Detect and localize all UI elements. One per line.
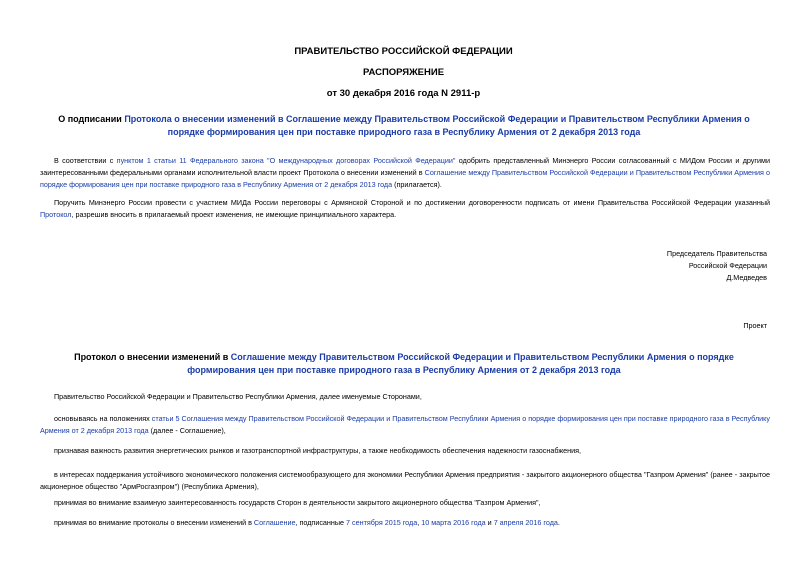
title-prefix: О подписании (58, 114, 125, 124)
protocol-paragraph-6 (40, 517, 770, 529)
signature-block (567, 248, 767, 284)
date-link-3[interactable]: 7 апреля 2016 года (493, 518, 558, 527)
protocol-paragraph-2 (40, 413, 770, 437)
protocol-title-link[interactable]: Соглашение между Правительством Российской Федерации и Правительством Республики Армения о порядке формирования цен при поставке природного газа в Республику Армения от 2 декабря 2013 года (187, 352, 734, 375)
agreement-link[interactable]: Соглашение между Правительством Российской Федерации и Правительством Республики Армения о порядке формирования цен при поставке природного газа в Республику Армения от 2 декабря 2013 года (40, 168, 770, 189)
title-link[interactable]: Протокола о внесении изменений в Соглашение между Правительством Российской Федерации и Правительством Республики Армения о порядке формирования цен при поставке природного газа в Республику Армения от 2 декабря 2013 года (124, 114, 750, 137)
article-5-link[interactable]: статьи 5 Соглашения между Правительством Российской Федерации и Правительством Республики Армения о порядке формирования цен при поставке природного газа в Республику Армения от 2 декабря 2013 года (40, 414, 770, 435)
signature-name: Д.Медведев (726, 273, 767, 282)
p1-text-2: одобрить представленный Минэнерго России согласованный с МИДом России и другими заинтересованными федеральными органами исполнительной власти проект Протокола о внесении изменений в (40, 156, 770, 177)
law-link[interactable]: пунктом 1 статьи 11 Федерального закона "О международных договорах Российской Федерации" (116, 156, 456, 165)
document-title (40, 113, 768, 139)
q2-text-2: (далее - Соглашение), (148, 426, 226, 435)
protocol-paragraph-5 (40, 497, 770, 509)
date-link-2[interactable]: 10 марта 2016 года (421, 518, 486, 527)
government-heading: ПРАВИТЕЛЬСТВО РОССИЙСКОЙ ФЕДЕРАЦИИ (294, 46, 513, 57)
paragraph-2 (40, 197, 770, 221)
protocol-paragraph-4 (40, 469, 770, 493)
protocol-paragraph-3 (40, 445, 770, 457)
q3-text: признавая важность развития энергетических рынков и газотранспортной инфраструктуры, а также необходимость обеспечения надежности газоснабжения, (54, 446, 582, 455)
paragraph-1 (40, 155, 770, 191)
q5-text: принимая во внимание взаимную заинтересованность государств Сторон в деятельности закрытого акционерного общества "Газпром Армения", (54, 498, 541, 507)
q6-text-2: , подписанные (295, 518, 347, 527)
q4-text: в интересах поддержания устойчивого экономического положения системообразующего для экономики Республики Армения предприятия - закрытого акционерного общества "Газпром Армения" (ранее - закрытое акционерное общество "АрмРосгазпром") (Республика Армения), (40, 470, 770, 491)
protocol-paragraph-1 (40, 391, 770, 403)
p2-text-1: Поручить Минэнерго России провести с участием МИДа России переговоры с Армянской Стороной и по достижении договоренности подписать от имени Правительства Российской Федерации указанный (54, 198, 770, 207)
agreement-short-link[interactable]: Соглашение (253, 518, 296, 527)
p1-text-3: (прилагается). (392, 180, 442, 189)
order-date: от 30 декабря 2016 года N 2911-р (326, 88, 481, 99)
protocol-title (40, 351, 768, 377)
date-link-1[interactable]: 7 сентября 2015 года (346, 518, 418, 527)
q6-text-4: и (485, 518, 494, 527)
q2-text-1: основываясь на положениях (54, 414, 152, 423)
q6-text-3: , (417, 518, 422, 527)
q6-text-1: принимая во внимание протоколы о внесении изменений в (54, 518, 254, 527)
p1-text-1: В соответствии с (54, 156, 117, 165)
order-type-heading: РАСПОРЯЖЕНИЕ (362, 67, 445, 78)
protocol-link[interactable]: Протокол (40, 210, 72, 219)
project-label: Проект (743, 321, 767, 330)
p2-text-2: , разрешив вносить в прилагаемый проект изменения, не имеющие принципиального характера. (71, 210, 397, 219)
q1-text: Правительство Российской Федерации и Правительство Республики Армения, далее именуемые Сторонами, (54, 392, 422, 401)
signature-position: Председатель Правительства (666, 249, 767, 258)
protocol-title-prefix: Протокол о внесении изменений в (74, 352, 231, 362)
q6-text-5: . (557, 518, 560, 527)
signature-country: Российской Федерации (688, 261, 767, 270)
